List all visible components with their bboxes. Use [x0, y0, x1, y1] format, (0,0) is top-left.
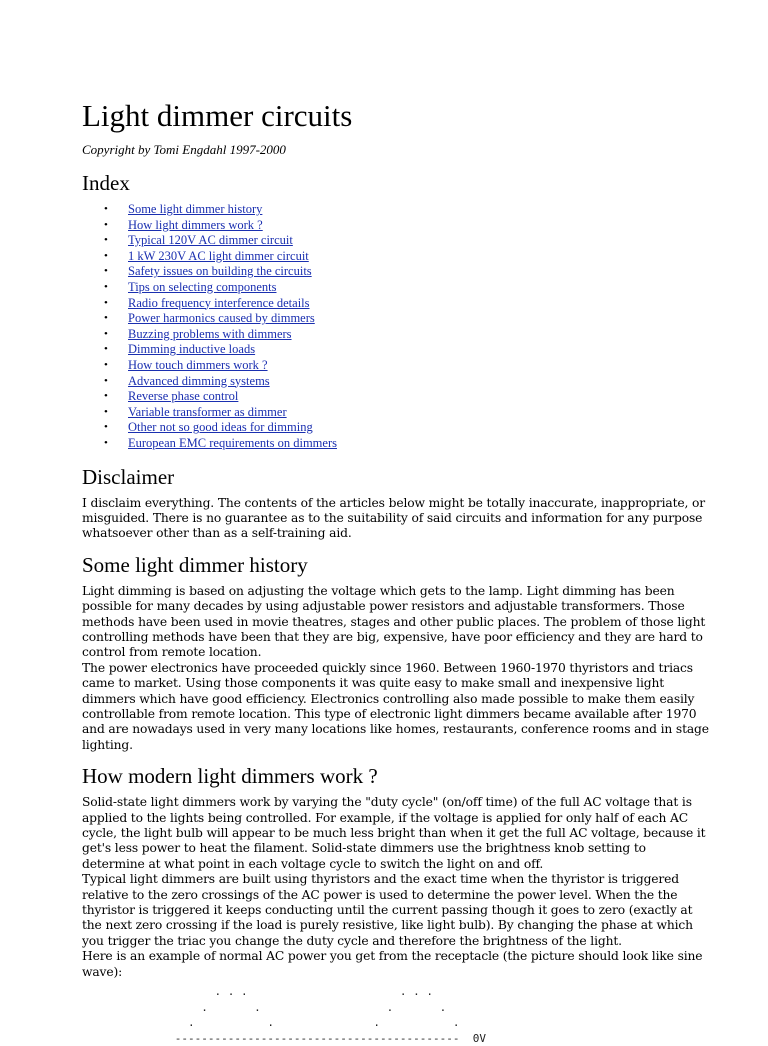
copyright-line: Copyright by Tomi Engdahl 1997-2000 [82, 142, 286, 157]
index-item [82, 374, 712, 390]
index-item [82, 202, 712, 218]
index-link-harmonics[interactable]: Power harmonics caused by dimmers [128, 311, 315, 326]
index-item [82, 327, 712, 343]
index-link-safety[interactable]: Safety issues on building the circuits [128, 264, 312, 279]
index-link-variable-transformer[interactable]: Variable transformer as dimmer [128, 404, 287, 419]
index-list [82, 202, 712, 452]
index-link-emc[interactable]: European EMC requirements on dimmers [128, 435, 337, 450]
index-link-230v-circuit[interactable]: 1 kW 230V AC light dimmer circuit [128, 248, 309, 263]
index-link-other-ideas[interactable]: Other not so good ideas for dimming [128, 420, 313, 435]
index-link-touch[interactable]: How touch dimmers work ? [128, 357, 268, 372]
index-link-history[interactable]: Some light dimmer history [128, 202, 263, 216]
index-link-how-work[interactable]: How light dimmers work ? [128, 217, 263, 232]
disclaimer-text: I disclaim everything. The contents of the articles below might be totally inaccurate, inappropriate, or misguided. There is no guarantee as to the suitability of said circuits and information for any purpose whatsoever other than as a self-training aid. [82, 495, 706, 541]
document-body [82, 96, 712, 1046]
how-work-paragraph-3: Here is an example of normal AC power you get from the receptacle (the picture should look like sine wave): [82, 949, 703, 979]
index-item [82, 233, 712, 249]
index-item [82, 420, 712, 436]
how-work-paragraph-1: Solid-state light dimmers work by varying the "duty cycle" (on/off time) of the full AC voltage that is applied to the lights being controlled. For example, if the voltage is applied for only half of each AC cycle, the light bulb will appear to be much less bright than when it get the full AC voltage, because it get's less power to heat the filament. Solid-state dimmers use the brightness knob setting to determine at what point in each voltage cycle to switch the light on and off. [82, 795, 706, 871]
index-item [82, 249, 712, 265]
index-link-reverse-phase[interactable]: Reverse phase control [128, 389, 239, 404]
page-title: Light dimmer circuits [82, 98, 353, 133]
how-work-paragraph-2: Typical light dimmers are built using thyristors and the exact time when the thyristor is triggered relative to the zero crossings of the AC power is used to determine the power level. When the the thyristor is triggered it keeps conducting until the current passing though it goes to zero (exactly at the next zero crossing if the load is purely resistive, like light bulb). By changing the phase at which you trigger the triac you change the duty cycle and therefore the brightness of the light. [82, 872, 693, 948]
history-heading: Some light dimmer history [82, 552, 308, 577]
history-paragraph-2: The power electronics have proceeded quickly since 1960. Between 1960-1970 thyristors and triacs came to market. Using those components it was quite easy to make small and inexpensive light dimmers which have good efficiency. Electronics controlling also made possible to make them easily controllable from remote location. This type of electronic light dimmers became available after 1970 and are nowadays used in very many locations like homes, restaurants, conference rooms and in stage lighting. [82, 660, 709, 752]
index-item [82, 311, 712, 327]
index-link-components[interactable]: Tips on selecting components [128, 279, 277, 294]
index-link-inductive[interactable]: Dimming inductive loads [128, 342, 256, 357]
index-item [82, 389, 712, 405]
index-link-rfi[interactable]: Radio frequency interference details [128, 295, 310, 310]
index-link-buzzing[interactable]: Buzzing problems with dimmers [128, 326, 292, 341]
history-paragraph-1: Light dimming is based on adjusting the voltage which gets to the lamp. Light dimming has been possible for many decades by using adjustable power resistors and adjustable transformers. Those methods have been used in movie theatres, stages and other public places. The problem of those light controlling methods have been that they are big, expensive, have poor efficiency and they are hard to control from remote location. [82, 583, 706, 660]
index-item [82, 296, 712, 312]
index-heading: Index [82, 171, 130, 195]
sine-wave-ascii-diagram: . . . . . . . . . . . . . . ------------------------------------------- 0V [174, 985, 486, 1045]
index-item [82, 405, 712, 421]
index-link-advanced[interactable]: Advanced dimming systems [128, 373, 270, 388]
index-item [82, 264, 712, 280]
index-link-120v-circuit[interactable]: Typical 120V AC dimmer circuit [128, 233, 293, 248]
disclaimer-heading: Disclaimer [82, 464, 175, 489]
index-item [82, 358, 712, 374]
index-item [82, 218, 712, 234]
index-item [82, 342, 712, 358]
index-item [82, 436, 712, 452]
how-work-heading: How modern light dimmers work ? [82, 764, 378, 789]
index-item [82, 280, 712, 296]
